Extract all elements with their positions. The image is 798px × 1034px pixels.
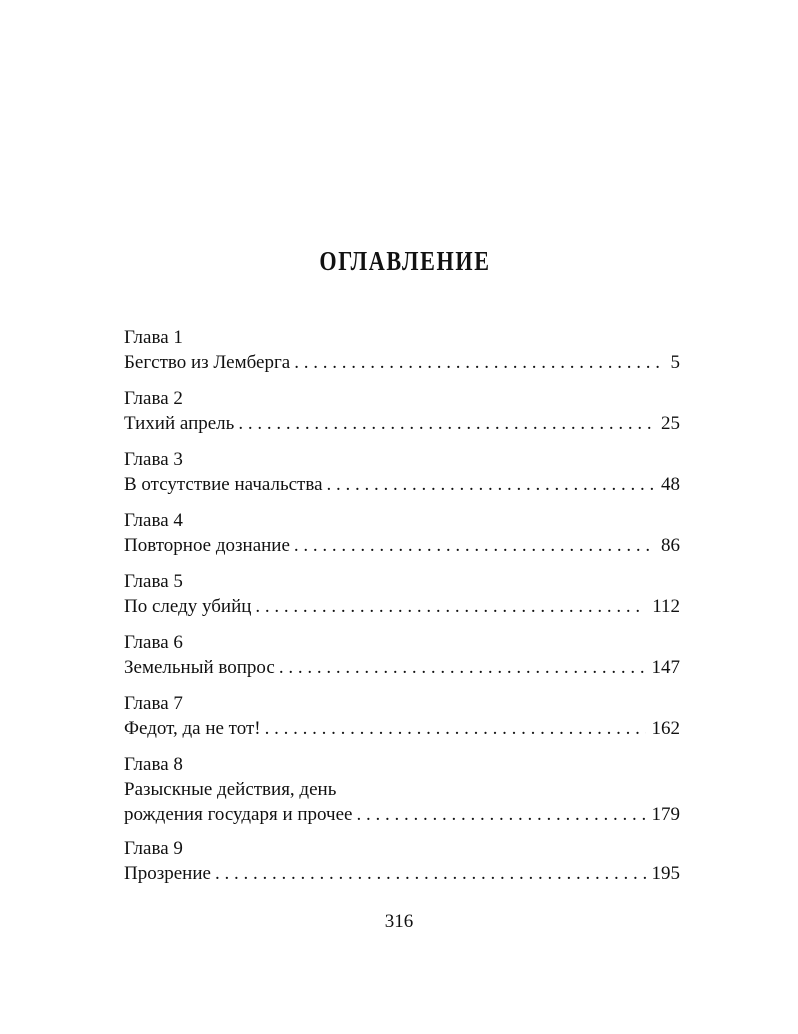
chapter-title-first-line: Разыскные действия, день bbox=[124, 779, 337, 800]
dot-leader bbox=[279, 655, 646, 680]
chapter-title: Земельный вопрос bbox=[124, 657, 275, 678]
chapter-page-number: 86 bbox=[661, 535, 680, 556]
dot-leader bbox=[265, 716, 646, 741]
chapter-page-number: 5 bbox=[670, 352, 680, 373]
toc-entry bbox=[124, 386, 680, 436]
chapter-page-number: 179 bbox=[651, 804, 680, 825]
dot-leader bbox=[327, 472, 655, 497]
toc-entry bbox=[124, 691, 680, 741]
chapter-page-number: 195 bbox=[651, 863, 680, 884]
toc-entry bbox=[124, 447, 680, 497]
toc-entry-line bbox=[124, 861, 680, 886]
chapter-page-number: 162 bbox=[651, 718, 680, 739]
chapter-page-number: 25 bbox=[661, 413, 680, 434]
toc-entry-line bbox=[124, 472, 680, 497]
toc-entry bbox=[124, 752, 680, 827]
toc-entry bbox=[124, 630, 680, 680]
dot-leader bbox=[294, 350, 664, 375]
chapter-title: Бегство из Лемберга bbox=[124, 352, 291, 373]
chapter-page-number: 147 bbox=[651, 657, 680, 678]
table-of-contents bbox=[124, 325, 680, 897]
dot-leader bbox=[294, 533, 655, 558]
chapter-label: Глава 3 bbox=[124, 449, 183, 470]
dot-leader bbox=[238, 411, 655, 436]
chapter-page-number: 48 bbox=[661, 474, 680, 495]
chapter-label: Глава 6 bbox=[124, 632, 183, 653]
chapter-label: Глава 9 bbox=[124, 838, 183, 859]
dot-leader bbox=[255, 594, 646, 619]
chapter-title: Прозрение bbox=[124, 863, 211, 884]
toc-entry-line bbox=[124, 655, 680, 680]
chapter-title: По следу убийц bbox=[124, 596, 252, 617]
toc-entry bbox=[124, 508, 680, 558]
dot-leader bbox=[356, 802, 645, 827]
chapter-label: Глава 4 bbox=[124, 510, 183, 531]
toc-entry bbox=[124, 569, 680, 619]
chapter-label: Глава 1 bbox=[124, 327, 183, 348]
chapter-label: Глава 5 bbox=[124, 571, 183, 592]
chapter-title: Федот, да не тот! bbox=[124, 718, 261, 739]
toc-entry-line bbox=[124, 350, 680, 375]
chapter-title: Тихий апрель bbox=[124, 413, 235, 434]
contents-heading: ОГЛАВЛЕНИЕ bbox=[319, 246, 491, 276]
toc-entry-line bbox=[124, 411, 680, 436]
page-folio: 316 bbox=[384, 911, 414, 932]
toc-entry bbox=[124, 325, 680, 375]
toc-entry bbox=[124, 836, 680, 886]
chapter-label: Глава 8 bbox=[124, 754, 183, 775]
chapter-title: рождения государя и прочее bbox=[124, 804, 353, 825]
chapter-title: В отсутствие начальства bbox=[124, 474, 323, 495]
toc-entry-line bbox=[124, 716, 680, 741]
chapter-label: Глава 7 bbox=[124, 693, 183, 714]
toc-entry-line bbox=[124, 533, 680, 558]
toc-entry-line bbox=[124, 594, 680, 619]
chapter-label: Глава 2 bbox=[124, 388, 183, 409]
chapter-title: Повторное дознание bbox=[124, 535, 290, 556]
chapter-page-number: 112 bbox=[652, 596, 680, 617]
dot-leader bbox=[215, 861, 646, 886]
toc-entry-line bbox=[124, 802, 680, 827]
